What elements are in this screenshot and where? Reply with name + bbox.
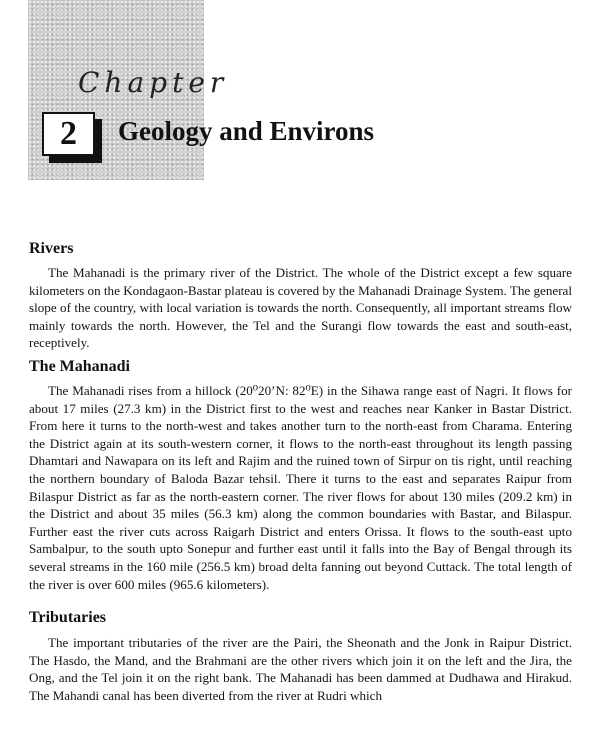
chapter-label: Chapter: [78, 66, 229, 99]
section-heading-mahanadi: The Mahanadi: [29, 358, 130, 375]
section-heading-rivers: Rivers: [29, 240, 74, 257]
section-paragraph-mahanadi: The Mahanadi rises from a hillock (20⁰20’N: 82⁰E) in the Sihawa range east of Nagri. It flows for about 17 miles (27.3 km) in the District first to the west and reaches near Kanker in Bastar District. From here it turns to the north-west and takes another turn to the north-east from Charama. Entering the District again at its south-western corner, it flows to the north-east throughout its length passing Dhamtari and Nawapara on its left and Rajim and the ruined town of Sirpur on tis right, until reaching the northern boundary of Baloda Bazar tehsil. There it turns to the east and separates Raipur from Bilaspur District as far as the north-eastern corner. The river flows for about 130 miles (209.2 km) in the District and about 35 miles (56.3 km) along the common boundaries with Bastar, and Bilaspur. Further east the river cuts across Raigarh District and enters Orissa. It flows to the south-east upto Sambalpur, to the south upto Sonepur and further east until it falls into the Bay of Bengal through its several streams in the 160 mile (256.5 km) broad delta fanning out beyond Cuttack. The total length of the river is over 600 miles (965.6 kilometers).: [29, 383, 572, 592]
section-heading-tributaries: Tributaries: [29, 609, 107, 626]
section-paragraph-tributaries: The important tributaries of the river are the Pairi, the Sheonath and the Jonk in Raipur District. The Hasdo, the Mand, and the Brahmani are the other rivers which join it on the left and the Jira, the Ong, and the Tel join it on the right bank. The Mahanadi has been dammed at Dudhawa and Hirakud. The Mahandi canal has been diverted from the river at Rudri which: [29, 635, 572, 703]
chapter-number-box: [42, 112, 95, 156]
chapter-number: 2: [60, 115, 77, 152]
chapter-title: Geology and Environs: [118, 116, 375, 146]
section-paragraph-rivers: The Mahanadi is the primary river of the District. The whole of the District except a few square kilometers on the Kondagaon-Bastar plateau is covered by the Mahanadi Drainage System. The general slope of the country, with local variation is towards the north. Consequently, all important streams flow mainly towards the north. However, the Tel and the Surangi flow towards the east and south-east, receptively.: [29, 265, 572, 351]
